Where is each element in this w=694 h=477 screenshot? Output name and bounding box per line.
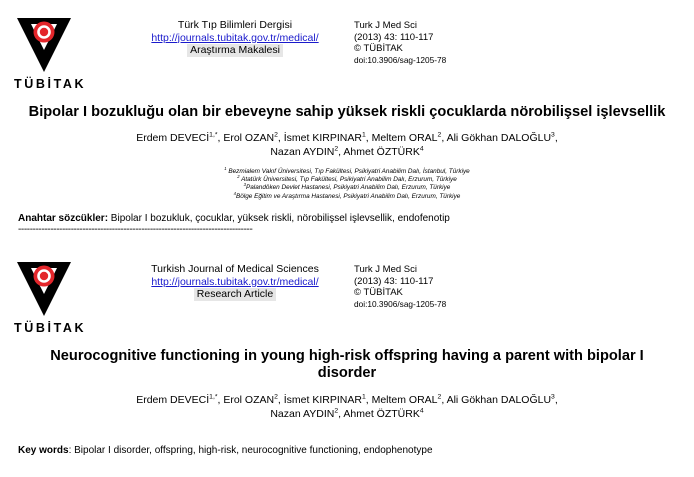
tubitak-wordmark: TÜBİTAK bbox=[14, 321, 87, 335]
affiliation: $^2$ Atatürk Üniversitesi, Tıp Fakültesi, Psikiyatri Anabilim Dalı, Erzurum, Türkiye bbox=[237, 174, 457, 184]
author: Ali Gökhan DALOĞLU bbox=[446, 394, 552, 406]
journal-link[interactable]: http://journals.tubitak.gov.tr/medical/ bbox=[151, 275, 319, 288]
article-type-label: Research Article bbox=[194, 288, 276, 301]
author: Erdem DEVECİ bbox=[136, 132, 210, 144]
author: Erol OZAN bbox=[223, 132, 275, 144]
journal-abbreviation: Turk J Med Sci bbox=[354, 264, 417, 275]
article-type-label: Araştırma Makalesi bbox=[187, 44, 283, 57]
author: Erol OZAN bbox=[223, 394, 275, 406]
author: Meltem ORAL bbox=[371, 394, 438, 406]
author: Nazan AYDIN bbox=[270, 407, 335, 420]
citation-block-en bbox=[354, 264, 446, 310]
tubitak-logo bbox=[14, 262, 87, 336]
tubitak-wordmark: TÜBİTAK bbox=[14, 77, 87, 91]
author: Ahmet ÖZTÜRK bbox=[343, 145, 420, 158]
article-title-en: Neurocognitive functioning in young high-risk offspring having a parent with bipolar I disorder bbox=[50, 348, 644, 381]
affiliations-tr bbox=[0, 165, 694, 201]
author: İsmet KIRPINAR bbox=[283, 132, 362, 144]
keywords-label: Anahtar sözcükler: bbox=[18, 213, 109, 224]
citation-block-tr bbox=[354, 20, 446, 66]
tubitak-logo-icon bbox=[17, 262, 71, 318]
author: Erdem DEVECİ bbox=[136, 394, 210, 406]
journal-name: Türk Tıp Bilimleri Dergisi bbox=[177, 19, 293, 31]
journal-header-en bbox=[146, 263, 324, 301]
affiliation: $^3$Palandöken Devlet Hastanesi, Psikiyatri Anabilim Dalı, Erzurum, Türkiye bbox=[243, 182, 451, 192]
keywords-text: : Bipolar I disorder, offspring, high-risk, neurocognitive functioning, endophenotype bbox=[68, 445, 433, 456]
keywords-tr bbox=[18, 213, 450, 224]
keywords-label: Key words bbox=[18, 445, 69, 456]
tubitak-logo-icon bbox=[17, 18, 71, 74]
author: Nazan AYDIN bbox=[270, 145, 335, 158]
author: İsmet KIRPINAR bbox=[283, 394, 362, 406]
doi: doi:10.3906/sag-1205-78 bbox=[354, 298, 447, 309]
keywords-en bbox=[18, 445, 433, 456]
tubitak-logo bbox=[14, 18, 87, 92]
journal-name: Turkish Journal of Medical Sciences bbox=[151, 263, 319, 275]
section-separator: -------------------------------------------------------------------------------- bbox=[18, 224, 253, 235]
keywords-text: Bipolar I bozukluk, çocuklar, yüksek riskli, nörobilişsel işlevsellik, endofenotip bbox=[108, 213, 450, 224]
article-title-tr: Bipolar I bozukluğu olan bir ebeveyne sahip yüksek riskli çocuklarda nörobilişsel işlevsellik bbox=[28, 104, 666, 120]
author: Ahmet ÖZTÜRK bbox=[343, 407, 420, 420]
author: Ali Gökhan DALOĞLU bbox=[446, 132, 552, 144]
author: Meltem ORAL bbox=[371, 132, 438, 144]
copyright: © TÜBİTAK bbox=[354, 43, 403, 55]
author-list-en: Erdem $DEVECİ^{1,*}$, Erol OZAN$^2$, İsmet KIRPINAR$^1$, Meltem ORAL$^2$, Ali Gökhan DALOĞLU$^3$, Nazan AYDIN$^2$, Ahmet ÖZTÜRK$^4$ bbox=[136, 393, 558, 420]
volume-pages: (2013) 43: 110-117 bbox=[354, 275, 434, 287]
affiliation: $^1$ Bezmialem Vakıf Üniversitesi, Tıp Fakültesi, Psikiyatri Anabilim Dalı, İstanbul, Türkiye bbox=[224, 165, 470, 175]
affiliation: $^4$Bölge Eğitim ve Araştırma Hastanesi, Psikiyatri Anabilim Dalı, Erzurum, Türkiye bbox=[233, 190, 461, 200]
journal-abbreviation: Turk J Med Sci bbox=[354, 20, 417, 31]
journal-link[interactable]: http://journals.tubitak.gov.tr/medical/ bbox=[151, 31, 319, 44]
journal-header-tr bbox=[150, 19, 320, 57]
copyright: © TÜBİTAK bbox=[354, 287, 403, 299]
author-list-tr: Erdem $DEVECİ^{1,*}$, Erol OZAN$^2$, İsmet KIRPINAR$^1$, Meltem ORAL$^2$, Ali Gökhan DALOĞLU$^3$, Nazan AYDIN$^2$, Ahmet ÖZTÜRK$^4$ bbox=[136, 131, 558, 158]
volume-pages: (2013) 43: 110-117 bbox=[354, 31, 434, 43]
doi: doi:10.3906/sag-1205-78 bbox=[354, 54, 447, 65]
